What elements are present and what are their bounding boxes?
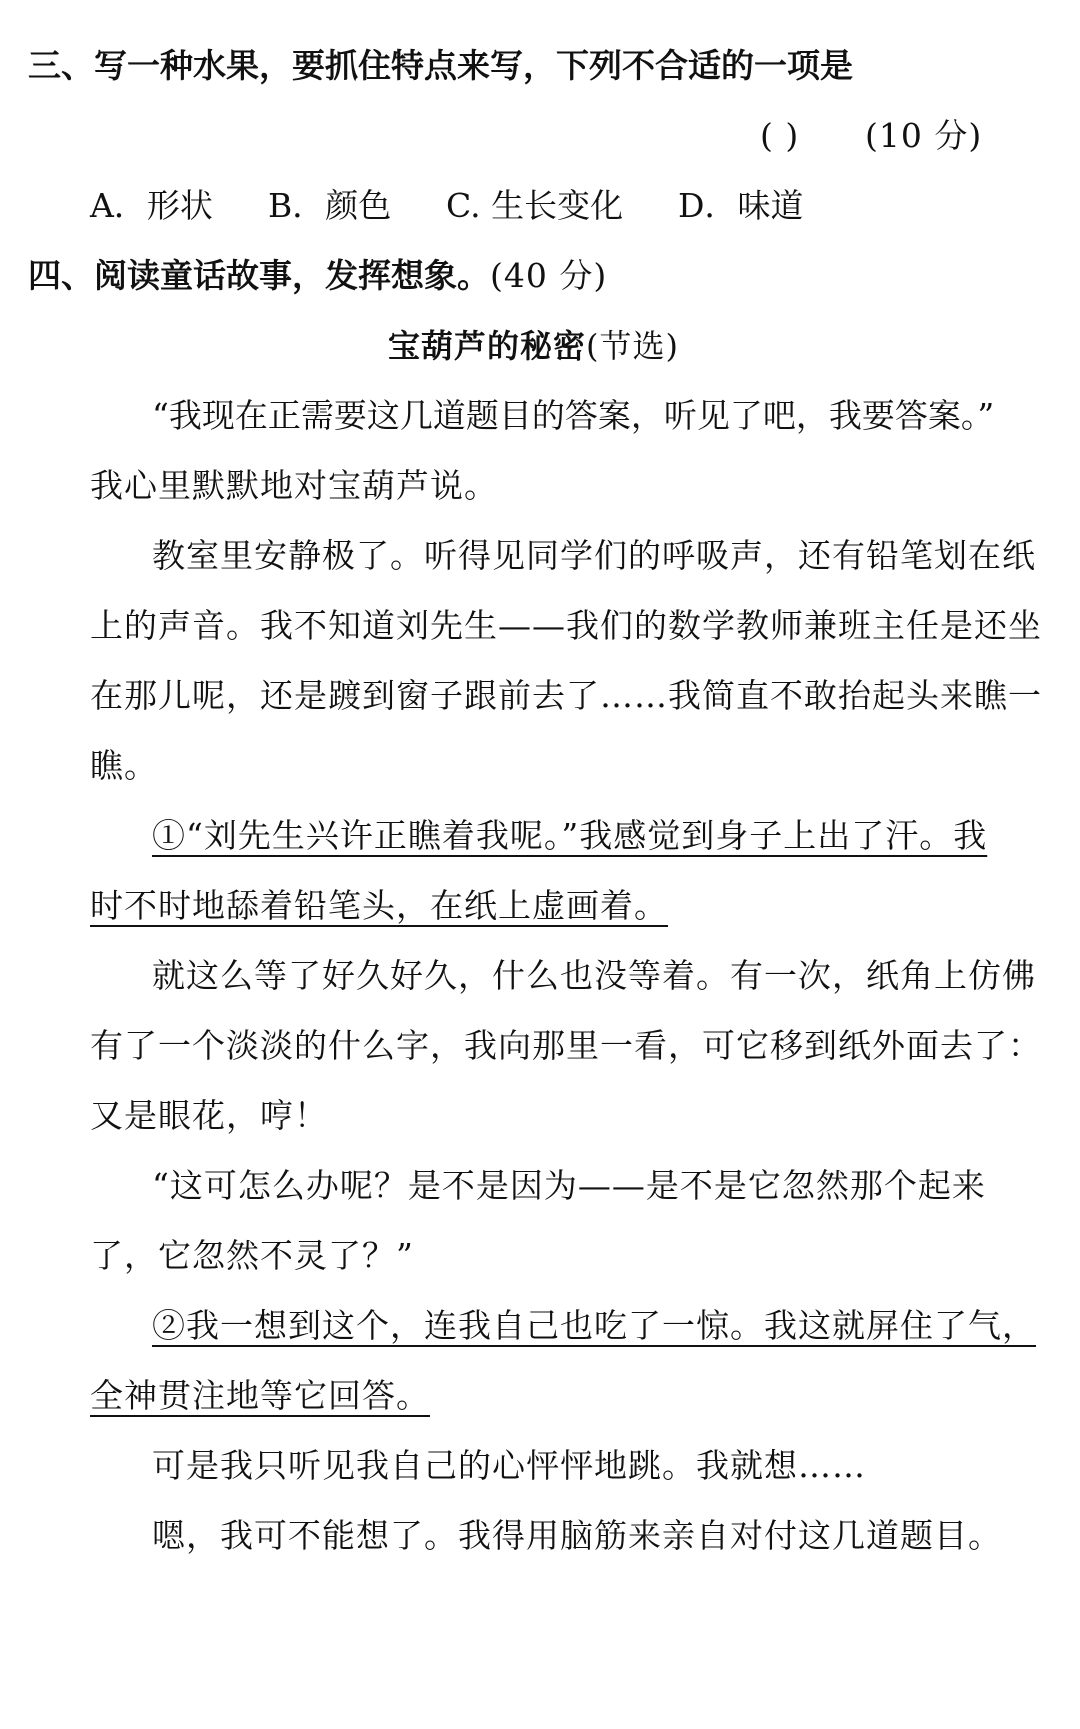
story-line: 可是我只听见我自己的心怦怦地跳。我就想…… [152,1446,866,1485]
option-c-text: 生长变化 [491,186,624,225]
underlined-sentence-2-cont: 全神贯注地等它回答。 [90,1376,430,1415]
option-c-letter: C. [446,186,481,225]
story-title [388,326,679,366]
question-4-score: (40 分) [490,256,608,295]
option-b [268,186,391,226]
question-4-heading-text: 四、阅读童话故事，发挥想象。 [28,256,490,295]
story-line: “我现在正需要这几道题目的答案，听见了吧，我要答案。” [152,396,995,435]
story-line: 了，它忽然不灵了？” [90,1236,414,1275]
story-line: 又是眼花，哼！ [90,1096,328,1135]
option-d-text: 味道 [737,186,804,225]
story-line: 就这么等了好久好久，什么也没等着。有一次，纸角上仿佛 [152,956,1036,995]
story-line: 瞧。 [90,746,158,785]
question-3-heading: 三、写一种水果，要抓住特点来写，下列不合适的一项是 [28,46,853,85]
story-line: “这可怎么办呢？是不是因为——是不是它忽然那个起来 [152,1166,986,1205]
option-a-letter: A． [90,186,147,225]
option-b-text: 颜色 [325,186,392,225]
option-a-text: 形状 [146,186,213,225]
story-line: 教室里安静极了。听得见同学们的呼吸声，还有铅笔划在纸 [152,536,1036,575]
story-line: 嗯，我可不能想了。我得用脑筋来亲自对付这几道题目。 [152,1516,1002,1555]
underlined-sentence-1: ①“刘先生兴许正瞧着我呢。”我感觉到身子上出了汗。我 [152,816,988,855]
underlined-sentence-2: ②我一想到这个，连我自己也吃了一惊。我这就屏住了气， [152,1306,1036,1345]
option-b-letter: B． [268,186,326,225]
option-d-letter: D． [678,186,738,225]
option-c [446,186,623,226]
option-a [90,186,213,226]
option-d [678,186,803,226]
question-3-score: (10 分) [865,116,983,155]
story-title-note: (节选) [586,327,679,365]
story-line: 在那儿呢，还是踱到窗子跟前去了……我简直不敢抬起头来瞧一 [90,676,1042,715]
story-line: 有了一个淡淡的什么字，我向那里一看，可它移到纸外面去了： [90,1026,1042,1065]
story-line: 我心里默默地对宝葫芦说。 [90,466,498,505]
story-line: 上的声音。我不知道刘先生——我们的数学教师兼班主任是还坐 [90,606,1042,645]
question-4-heading [28,256,607,296]
underlined-sentence-1-cont: 时不时地舔着铅笔头，在纸上虚画着。 [90,886,668,925]
story-title-text: 宝葫芦的秘密 [388,327,587,365]
answer-bracket: ( ) [760,116,800,155]
